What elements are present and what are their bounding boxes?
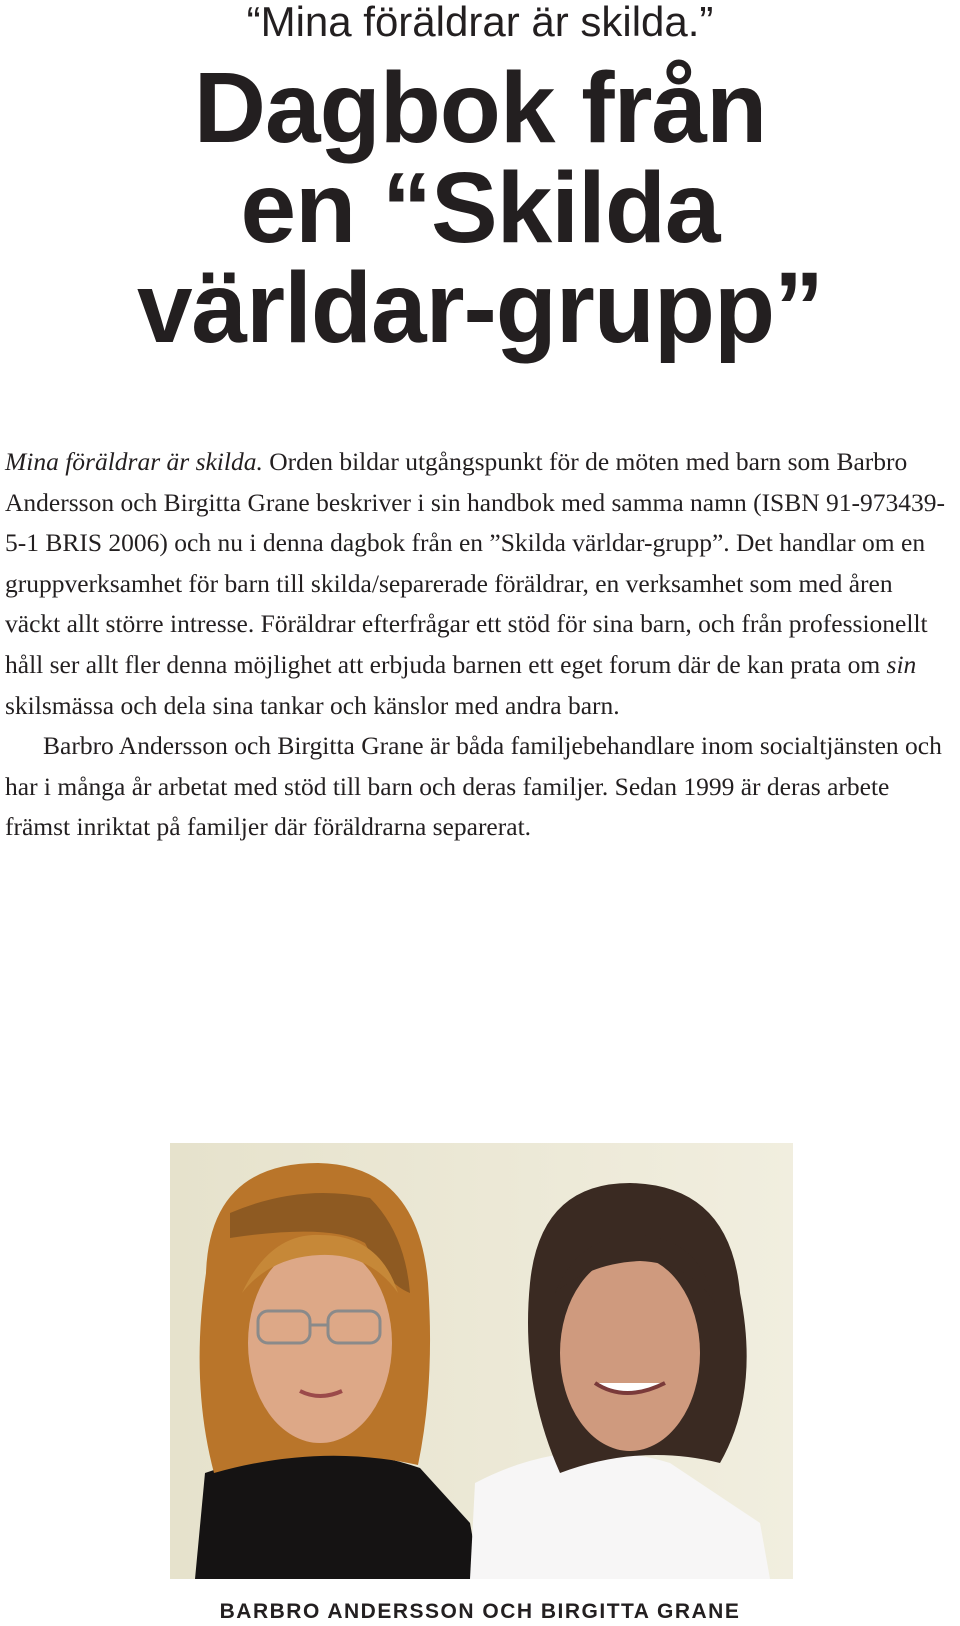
- article-paragraph-2: Barbro Andersson och Birgitta Grane är båda familjebehandlare inom socialtjänsten och har i många år arbetat med stöd till barn och deras familjer. Sedan 1999 är deras arbete främst inriktat på familjer där föräldrarna separerat.: [5, 731, 942, 842]
- article-body: [5, 442, 950, 848]
- paragraph-1-text-b: skilsmässa och dela sina tankar och känslor med andra barn.: [5, 690, 620, 720]
- emphasis-sin: sin: [886, 649, 917, 679]
- page-title: [0, 52, 960, 364]
- paragraph-1-text-a: Orden bildar utgångspunkt för de möten med barn som Barbro Andersson och Birgitta Grane beskriver i sin handbok med samma namn (ISBN 91-973439-5-1 BRIS 2006) och nu i denna dagbok från en ”Skilda världar-grupp”. Det handlar om en gruppverksamhet för barn till skilda/separerade föräldrar, en verksamhet som med åren väckt allt större intresse. Föräldrar efterfrågar ett stöd för sina barn, och från professionellt håll ser allt fler denna möjlighet att erbjuda barnen ett eget forum där de kan prata om: [5, 447, 946, 679]
- title-line-3: världar-grupp”: [136, 252, 824, 364]
- title-line-1: Dagbok från: [193, 52, 767, 164]
- article-paragraph-1: [5, 442, 950, 726]
- authors-photo: [170, 1143, 793, 1579]
- subtitle: “Mina föräldrar är skilda.”: [246, 0, 714, 45]
- title-line-2: en “Skilda: [240, 152, 720, 264]
- photo-caption: BARBRO ANDERSSON OCH BIRGITTA GRANE: [219, 1600, 741, 1623]
- lead-italic: Mina föräldrar är skilda.: [5, 447, 263, 476]
- authors-photo-illustration: [170, 1143, 793, 1579]
